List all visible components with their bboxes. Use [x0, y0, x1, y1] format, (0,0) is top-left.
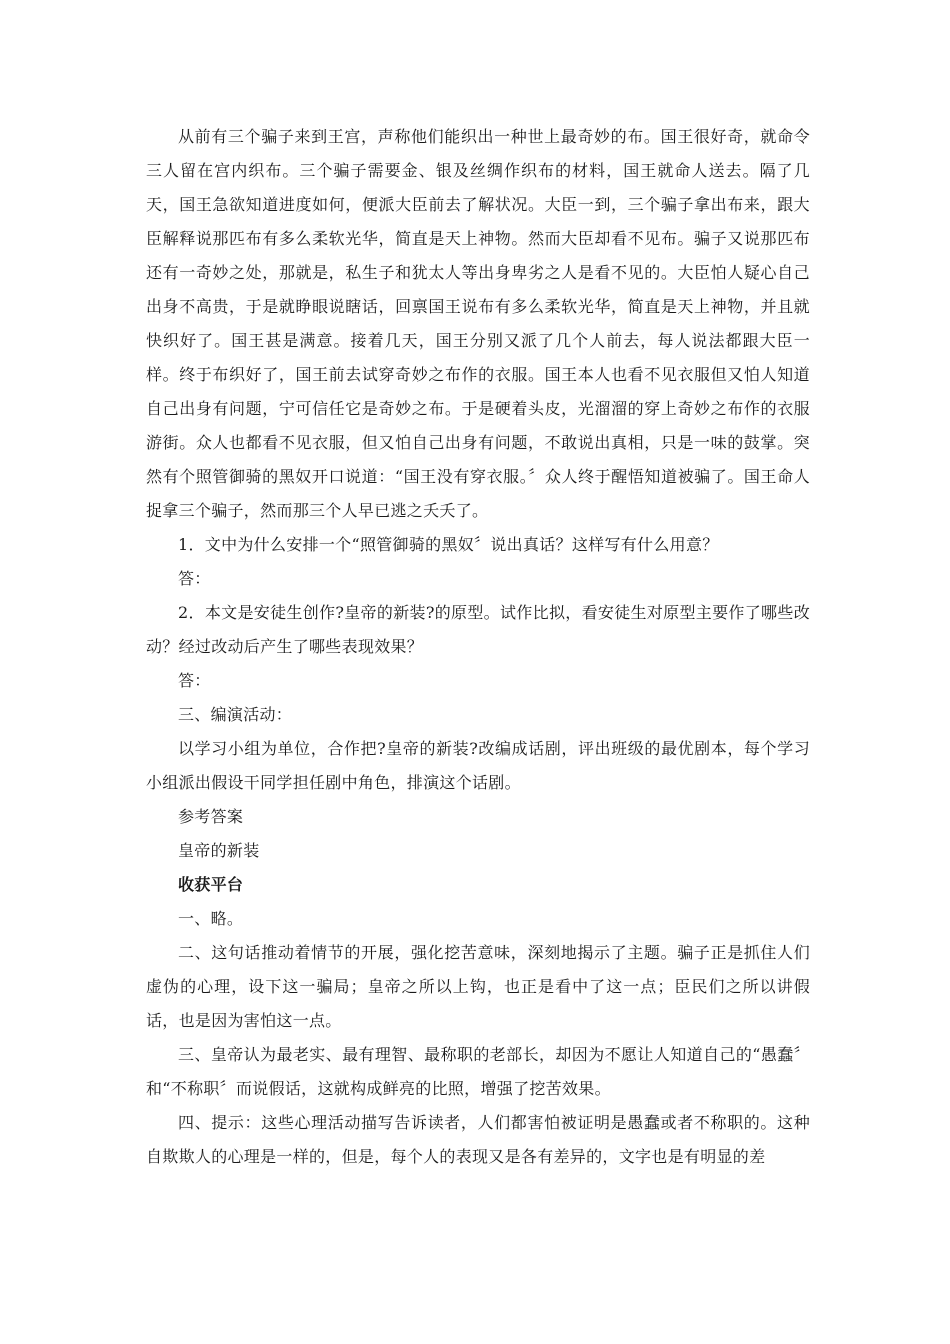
harvest-platform-heading: 收获平台 [178, 875, 244, 894]
answer-label-2: 答： [178, 671, 211, 690]
reference-answers-heading: 参考答案 [178, 807, 244, 826]
document-page [146, 120, 810, 1174]
activity-paragraph: 以学习小组为单位，合作把?皇帝的新装?改编成话剧，评出班级的最优剧本，每个学习小组派出假设干同学担任剧中角色，排演这个话剧。 [146, 739, 810, 792]
answer-item-1: 一、略。 [178, 909, 244, 928]
story-paragraph: 从前有三个骗子来到王宫，声称他们能织出一种世上最奇妙的布。国王很好奇，就命令三人留在宫内织布。三个骗子需要金、银及丝绸作织布的材料，国王就命人送去。隔了几天，国王急欲知道进度如何，便派大臣前去了解状况。大臣一到，三个骗子拿出布来，跟大臣解释说那匹布有多么柔软光华，简直是天上神物。然而大臣却看不见布。骗子又说那匹布还有一奇妙之处，那就是，私生子和犹太人等出身卑劣之人是看不见的。大臣怕人疑心自己出身不高贵，于是就睁眼说瞎话，回禀国王说布有多么柔软光华，简直是天上神物，并且就快织好了。国王甚是满意。接着几天，国王分别又派了几个人前去，每人说法都跟大臣一样。终于布织好了，国王前去试穿奇妙之布作的衣服。国王本人也看不见衣服但又怕人知道自己出身有问题，宁可信任它是奇妙之布。于是硬着头皮，光溜溜的穿上奇妙之布作的衣服游街。众人也都看不见衣服，但又怕自己出身有问题，不敢说出真相，只是一味的鼓掌。突然有个照管御骑的黑奴开口说道：“国王没有穿衣服。〞众人终于醒悟知道被骗了。国王命人捉拿三个骗子，然而那三个人早已逃之夭夭了。 [146, 127, 810, 520]
question-1: 1．文中为什么安排一个“照管御骑的黑奴〞说出真话？这样写有什么用意？ [178, 535, 719, 554]
section-heading-activity: 三、编演活动： [178, 705, 293, 724]
lesson-title: 皇帝的新装 [178, 841, 260, 860]
answer-label-1: 答： [178, 569, 211, 588]
question-2: 2．本文是安徒生创作?皇帝的新装?的原型。试作比拟，看安徒生对原型主要作了哪些改动？经过改动后产生了哪些表现效果？ [146, 603, 810, 656]
answer-item-2: 二、这句话推动着情节的开展，强化挖苦意味，深刻地揭示了主题。骗子正是抓住人们虚伪的心理，设下这一骗局；皇帝之所以上钩，也正是看中了这一点；臣民们之所以讲假话，也是因为害怕这一点。 [146, 943, 810, 1030]
answer-item-4: 四、提示：这些心理活动描写告诉读者，人们都害怕被证明是愚蠢或者不称职的。这种自欺欺人的心理是一样的，但是，每个人的表现又是各有差异的，文字也是有明显的差 [146, 1113, 810, 1166]
answer-item-3: 三、皇帝认为最老实、最有理智、最称职的老部长，却因为不愿让人知道自己的“愚蠢〞和“不称职〞而说假话，这就构成鲜亮的比照，增强了挖苦效果。 [146, 1045, 810, 1098]
